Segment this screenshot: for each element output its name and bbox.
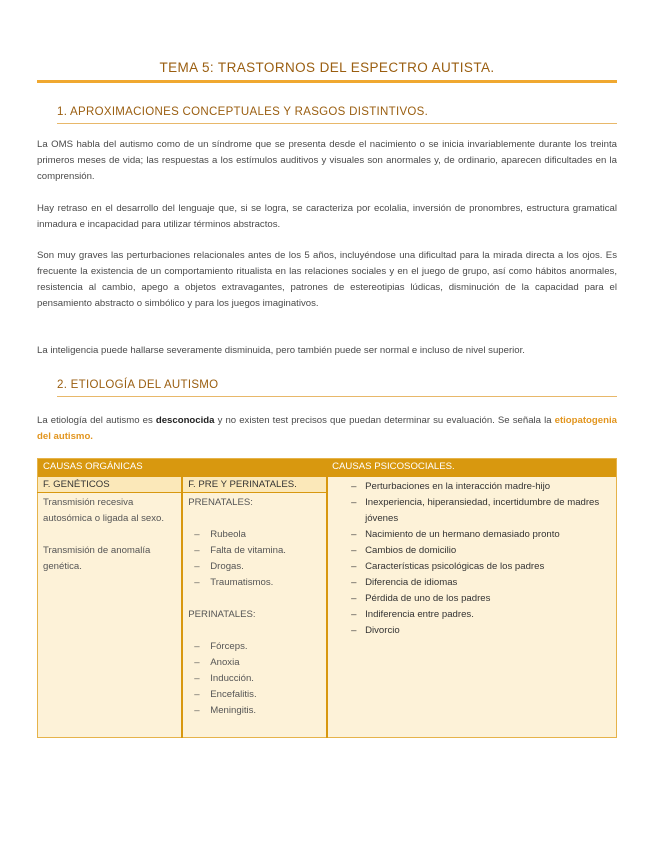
genetic-text-1: Transmisión recesiva autosómica o ligada al sexo. (43, 497, 165, 524)
genetic-cell (38, 493, 183, 738)
section-1-divider (57, 123, 617, 124)
list-item: – Características psicológicas de los padres (333, 559, 611, 575)
list-item: – Drogas. (188, 559, 321, 575)
col-perinatal-title: F. PRE Y PERINATALES. (182, 477, 327, 493)
prenatal-label: PRENATALES: (188, 497, 253, 508)
psychosocial-cell (327, 477, 616, 738)
genetic-text-2: Transmisión de anomalía genética. (43, 545, 151, 572)
paragraph-3: Son muy graves las perturbaciones relacionales antes de los 5 años, incluyéndose una dificultad para la mirada directa a los ojos. Es frecuente la existencia de un comportamiento ritualista en las relaciones sociales y en el juego de grupo, así como hábitos anormales, resistencia al cambio, apego a objetos extravagantes, patrones de estereotipias lúdicas, disminución de la capacidad para el pensamiento abstracto o simbólico y para los juegos imaginativos. (37, 250, 617, 309)
paragraph-etiology (37, 413, 617, 445)
list-item: – Encefalitis. (188, 687, 321, 703)
paragraph-1: La OMS habla del autismo como de un síndrome que se presenta desde el nacimiento o se inicia invariablemente durante los treinta primeros meses de vida; las respuestas a los estímulos auditivos y visuales son anormales y, de ordinario, aparecen dificultades en la comprensión. (37, 139, 617, 182)
paragraph-4: La inteligencia puede hallarse severamente disminuida, pero también puede ser normal e incluso de nivel superior. (37, 345, 525, 356)
list-item: – Diferencia de idiomas (333, 575, 611, 591)
list-item: – Pérdida de uno de los padres (333, 591, 611, 607)
etiology-text-a: La etiología del autismo es (37, 415, 156, 426)
table-header-row (38, 459, 617, 478)
etiology-bold: desconocida (155, 415, 215, 426)
perinatal-list (188, 639, 321, 719)
list-item: – Indiferencia entre padres. (333, 607, 611, 623)
list-item: – Perturbaciones en la interacción madre-hijo (333, 479, 611, 495)
col-genetic-title: F. GENÉTICOS (38, 477, 183, 493)
table-subheader-row (38, 477, 617, 493)
psychosocial-list (333, 479, 611, 639)
header-organic: CAUSAS ORGÁNICAS (38, 459, 328, 478)
section-2-divider (57, 396, 617, 397)
list-item: – Fórceps. (188, 639, 321, 655)
etiology-accent: etiopatogenia del autismo. (37, 415, 617, 442)
section-1-heading: 1. APROXIMACIONES CONCEPTUALES Y RASGOS DISTINTIVOS. (57, 106, 429, 118)
list-item: – Cambios de domicilio (333, 543, 611, 559)
prenatal-list (188, 527, 321, 591)
perinatal-label: PERINATALES: (188, 609, 256, 620)
list-item: – Inexperiencia, hiperansiedad, incertidumbre de madres jóvenes (333, 495, 611, 527)
list-item: – Inducción. (188, 671, 321, 687)
list-item: – Meningitis. (188, 703, 321, 719)
header-psychosocial: CAUSAS PSICOSOCIALES. (327, 459, 616, 478)
list-item: – Rubeola (188, 527, 321, 543)
page-title: TEMA 5: TRASTORNOS DEL ESPECTRO AUTISTA. (159, 60, 495, 75)
paragraph-2: Hay retraso en el desarrollo del lenguaje que, si se logra, se caracteriza por ecolalia, inversión de pronombres, estructura gramatical inmadura e incapacidad para utilizar términos abstractos. (37, 203, 617, 230)
section-2-heading: 2. ETIOLOGÍA DEL AUTISMO (57, 379, 219, 391)
list-item: – Divorcio (333, 623, 611, 639)
list-item: – Falta de vitamina. (188, 543, 321, 559)
title-divider (37, 80, 617, 83)
perinatal-cell (182, 493, 327, 738)
causes-table (37, 458, 617, 738)
etiology-text-b: y no existen test precisos que puedan determinar su evaluación. Se señala la (214, 415, 555, 426)
list-item: – Nacimiento de un hermano demasiado pronto (333, 527, 611, 543)
list-item: – Traumatismos. (188, 575, 321, 591)
list-item: – Anoxia (188, 655, 321, 671)
